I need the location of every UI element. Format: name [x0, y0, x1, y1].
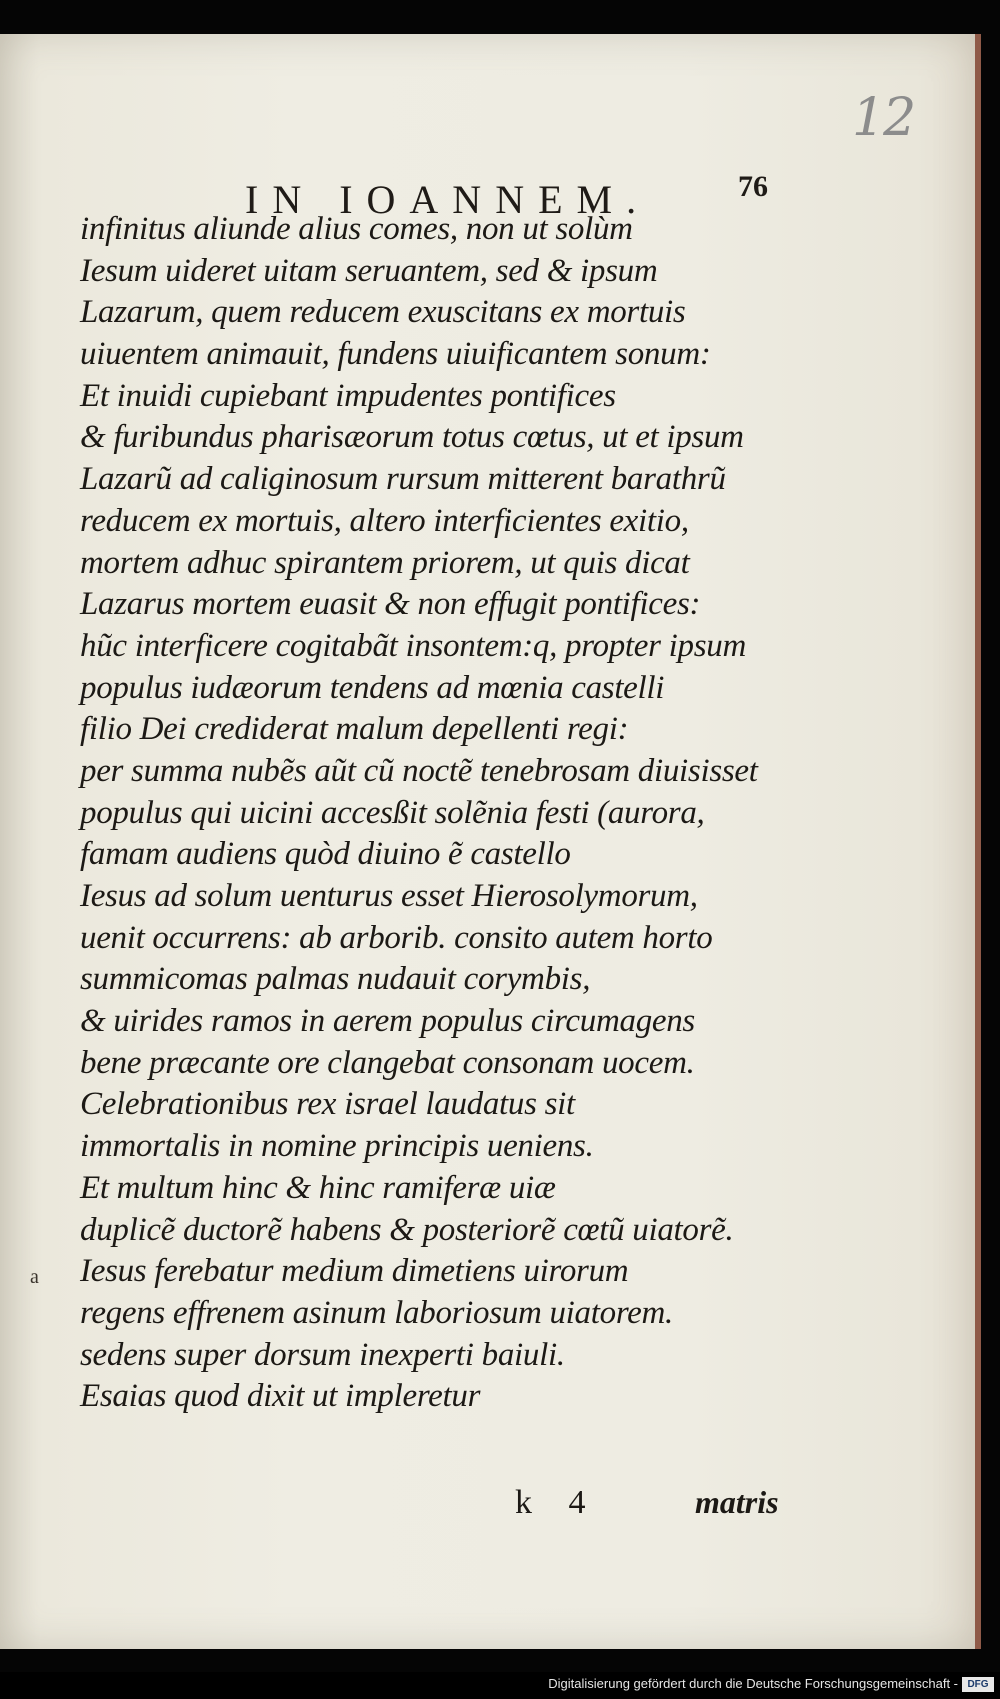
running-head: IN IOANNEM.	[245, 177, 651, 222]
text-line: bene præcante ore clangebat consonam uocem.	[80, 1044, 695, 1081]
dfg-logo-icon: DFG	[962, 1677, 994, 1692]
text-line: regens effrenem asinum laboriosum uiatorem.	[80, 1294, 673, 1331]
page-edge	[975, 34, 981, 1649]
text-line: hũc interficere cogitabãt insontem:q, propter ipsum	[80, 627, 746, 664]
text-line: & uirides ramos in aerem populus circumagens	[80, 1003, 695, 1040]
text-line: & furibundus pharisæorum totus cœtus, ut et ipsum	[80, 419, 744, 456]
text-line: famam audiens quòd diuino ẽ castello	[80, 836, 571, 873]
text-line: uenit occurrens: ab arborib. consito autem horto	[80, 919, 713, 956]
text-line: infinitus aliunde alius comes, non ut solùm	[80, 211, 633, 247]
text-line: populus iudæorum tendens ad mœnia castelli	[80, 669, 665, 706]
text-line: summicomas palmas nudauit corymbis,	[80, 961, 591, 998]
text-line: Esaias quod dixit ut impleretur	[80, 1378, 481, 1415]
text-line: per summa nubẽs aũt cũ noctẽ tenebrosam diuisisset	[80, 752, 758, 789]
text-line: Et inuidi cupiebant impudentes pontifices	[80, 377, 616, 414]
margin-mark: a	[30, 1266, 39, 1288]
text-line: Iesus ferebatur medium dimetiens uirorum	[80, 1253, 629, 1290]
text-line: populus qui uicini accesßit solẽnia festi (aurora,	[80, 794, 705, 831]
digitization-footer	[0, 1672, 1000, 1699]
handwritten-folio-number: 12	[852, 88, 915, 148]
page-number: 76	[738, 170, 768, 203]
signature-mark: k 4	[515, 1484, 600, 1521]
text-line: reducem ex mortuis, altero interficientes exitio,	[80, 502, 689, 539]
text-line: Lazarum, quem reducem exuscitans ex mortuis	[80, 294, 686, 331]
text-line: immortalis in nomine principis ueniens.	[80, 1128, 594, 1165]
text-line: sedens super dorsum inexperti baiuli.	[80, 1336, 565, 1373]
text-line: filio Dei crediderat malum depellenti regi:	[80, 711, 629, 748]
text-line: Celebrationibus rex israel laudatus sit	[80, 1086, 575, 1123]
text-line: Iesus ad solum uenturus esset Hierosolymorum,	[80, 878, 698, 914]
verse-text	[80, 209, 800, 1418]
text-line: uiuentem animauit, fundens uiuificantem sonum:	[80, 336, 711, 373]
catchword: matris	[695, 1484, 779, 1520]
text-line: Lazarũ ad caliginosum rursum mitterent barathrũ	[80, 461, 726, 498]
text-line: Lazarus mortem euasit & non effugit pontifices:	[80, 586, 701, 623]
text-line: mortem adhuc spirantem priorem, ut quis dicat	[80, 544, 690, 581]
text-line: Iesum uideret uitam seruantem, sed & ipsum	[80, 252, 658, 289]
text-line: Et multum hinc & hinc ramiferæ uiæ	[80, 1169, 556, 1206]
funding-credit: Digitalisierung gefördert durch die Deutsche Forschungsgemeinschaft -	[548, 1676, 958, 1691]
book-page	[0, 34, 978, 1649]
text-line: duplicẽ ductorẽ habens & posteriorẽ cœtũ uiatorẽ.	[80, 1211, 734, 1248]
